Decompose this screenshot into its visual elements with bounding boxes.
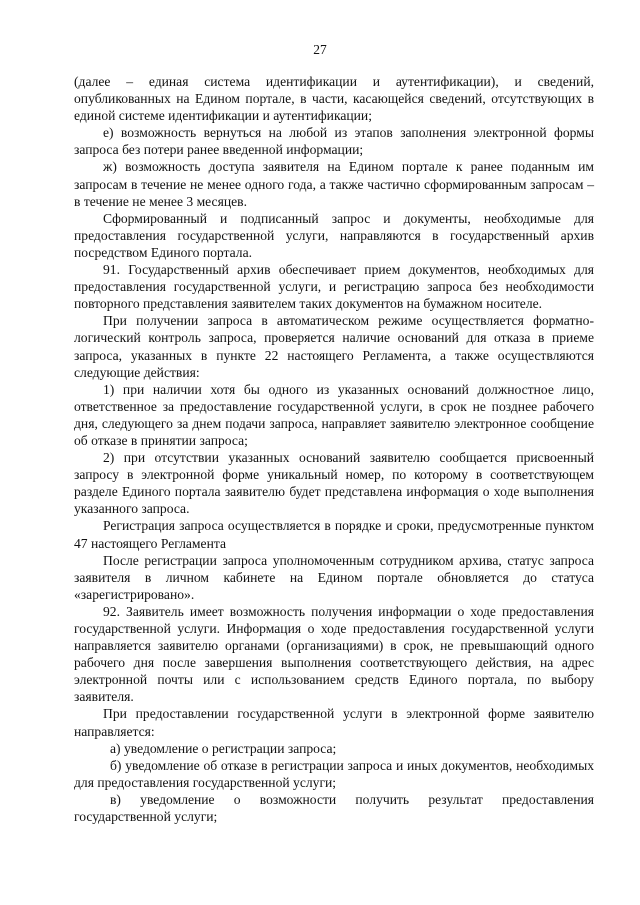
paragraph-registration: Регистрация запроса осуществляется в порядке и сроки, предусмотренные пунктом 47 настоящего Регламента xyxy=(74,518,594,551)
paragraph-action-1: 1) при наличии хотя бы одного из указанных оснований должностное лицо, ответственное за предоставление государственной услуги, в срок не позднее рабочего дня, следующего за днем подачи запроса, направляет заявителю электронное сообщение об отказе в принятии запроса; xyxy=(74,381,594,448)
paragraph-notification-a: а) уведомление о регистрации запроса; xyxy=(110,740,337,756)
paragraph-continuation: (далее – единая система идентификации и аутентификации), и сведений, опубликованных на Едином портале, в части, касающейся сведений, отсутствующих в единой системе идентификации и аутентификации; xyxy=(74,74,594,124)
paragraph-action-2: 2) при отсутствии указанных оснований заявителю сообщается присвоенный запросу в электронной форме уникальный номер, по которому в соответствующем разделе Единого портала заявителю будет представлена информация о ходе выполнения указанного запроса. xyxy=(74,450,594,517)
paragraph-notification-v: в) уведомление о возможности получить результат предоставления государственной услуги; xyxy=(74,791,594,825)
paragraph-91: 91. Государственный архив обеспечивает прием документов, необходимых для предоставления государственной услуги, и регистрацию запроса без необходимости повторного представления заявителем таких документов на бумажном носителе. xyxy=(74,262,594,312)
paragraph-submission: Сформированный и подписанный запрос и документы, необходимые для предоставления государственной услуги, направляются в государственный архив посредством Единого портала. xyxy=(74,210,594,260)
paragraph-notification-b: б) уведомление об отказе в регистрации запроса и иных документов, необходимых для предоставления государственной услуги; xyxy=(74,757,594,790)
paragraph-92: 92. Заявитель имеет возможность получения информации о ходе предоставления государственной услуги. Информация о ходе предоставления государственной услуги направляется заявителю органами (организациями) в срок, не превышающий одного рабочего дня после завершения выполнения соответствующего действия, на адрес электронной почты или с использованием средств Единого портала, по выбору заявителя. xyxy=(74,603,594,705)
paragraph-status-update: После регистрации запроса уполномоченным сотрудником архива, статус запроса заявителя в личном кабинете на Едином портале обновляется до статуса «зарегистрировано». xyxy=(74,552,594,602)
document-body xyxy=(74,73,594,825)
page-number: 27 xyxy=(313,42,327,57)
paragraph-item-e: е) возможность вернуться на любой из этапов заполнения электронной формы запроса без потери ранее введенной информации; xyxy=(74,125,594,158)
paragraph-notifications-intro: При предоставлении государственной услуги в электронной форме заявителю направляется: xyxy=(74,706,594,739)
paragraph-auto-check: При получении запроса в автоматическом режиме осуществляется форматно-логический контроль запроса, проверяется наличие оснований для отказа в приеме запроса, указанных в пункте 22 настоящего Регламента, а также осуществляются следующие действия: xyxy=(74,313,594,380)
paragraph-item-zh: ж) возможность доступа заявителя на Едином портале к ранее поданным им запросам в течение не менее одного года, а также частично сформированным запросам – в течение не менее 3 месяцев. xyxy=(74,159,594,209)
